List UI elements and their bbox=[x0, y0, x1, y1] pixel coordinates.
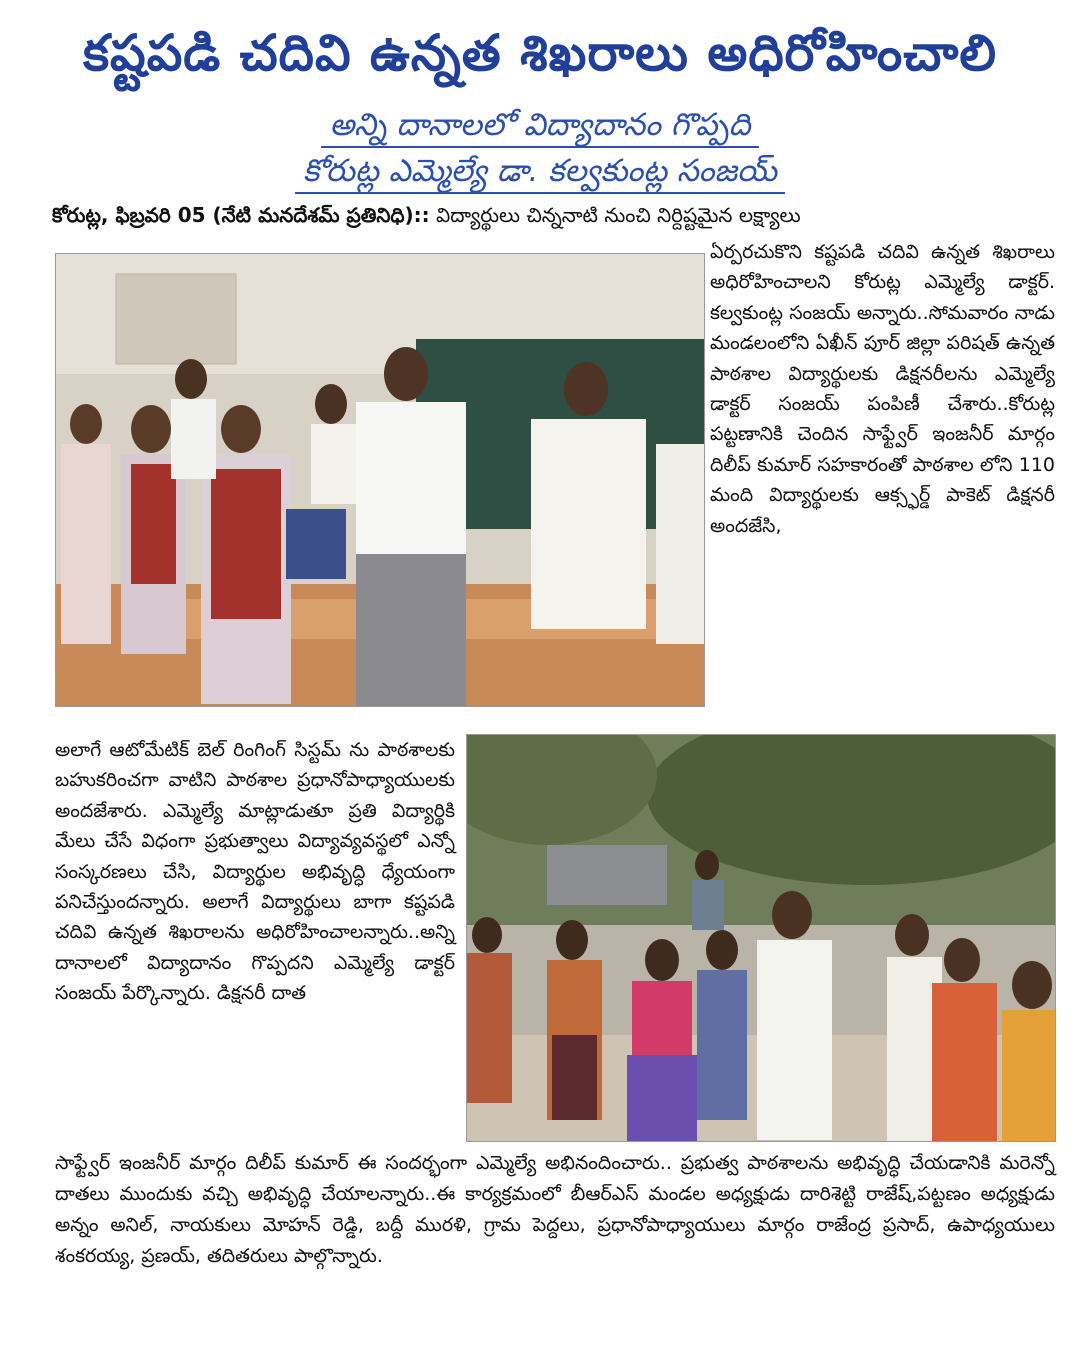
dateline-lead: విద్యార్థులు చిన్ననాటి నుంచి నిర్దిష్టమైన లక్ష్యాలు bbox=[429, 203, 801, 227]
outdoor-event-photo-image bbox=[467, 735, 1055, 1141]
article-paragraph-bottom: సాఫ్ట్వేర్ ఇంజనీర్ మార్గం దిలీప్ కుమార్ ఈ సందర్భంగా ఎమ్మెల్యే అభినందించారు.. ప్రభుత్వ పాఠశాలను అభివృద్ధి చేయడానికి మరెన్నో దాతలు ముందుకు వచ్చి అభివృద్ధి చేయాలన్నారు..ఈ కార్యక్రమంలో బీఆర్ఎస్ మండల అధ్యక్షుడు దారిశెట్టి రాజేష్,పట్టణం అధ్యక్షుడు అన్నం అనిల్, నాయకులు మోహన్ రెడ్డి, బద్దీ మురళి, గ్రామ పెద్దలు, ప్రధానోపాధ్యాయులు మార్గం రాజేంద్ర ప్రసాద్, ఉపాధ్యయులు శంకరయ్య, ప్రణయ్, తదితరులు పాల్గొన్నారు. bbox=[55, 1152, 1055, 1267]
headline: కష్టపడి చదివి ఉన్నత శిఖరాలు అధిరోహించాలి bbox=[82, 24, 998, 82]
article-column-left bbox=[55, 735, 455, 1009]
subheading-1-text: అన్ని దానాలలో విద్యాదానం గొప్పది bbox=[321, 104, 758, 148]
article-paragraph-right: ఏర్పరచుకొని కష్టపడి చదివి ఉన్నత శిఖరాలు అధిరోహించాలని కోరుట్ల ఎమ్మెల్యే డాక్టర్. కల్వకుంట్ల సంజయ్ అన్నారు..సోమవారం నాడు మండలంలోని ఏఖీన్ పూర్ జిల్లా పరిషత్ ఉన్నత పాఠశాల విద్యార్థులకు డిక్షనరీలను ఎమ్మెల్యే డాక్టర్ సంజయ్ పంపిణీ చేశారు..కోరుట్ల పట్టణానికి చెందిన సాఫ్ట్వేర్ ఇంజనీర్ మార్గం దిలీప్ కుమార్ సహకారంతో పాఠశాల లోని 110 మంది విద్యార్థులకు ఆక్స్ఫర్డ్ పాకెట్ డిక్షనరీ అందజేసి, bbox=[710, 241, 1055, 537]
article-paragraph-left: అలాగే ఆటోమేటిక్ బెల్ రింగింగ్ సిస్టమ్ ను పాఠశాలకు బహుకరించగా వాటిని పాఠశాల ప్రధానోపాధ్యాయులకు అందజేశారు. ఎమ్మెల్యే మాట్లాడుతూ ప్రతి విద్యార్థికి మేలు చేసే విధంగా ప్రభుత్వాలు విద్యావ్యవస్థలో ఎన్నో సంస్కరణలు చేసి, విద్యార్థుల అభివృద్ధి ధ్యేయంగా పనిచేస్తుందన్నారు. అలాగే విద్యార్థులు బాగా కష్టపడి చదివి ఉన్నత శిఖరాలను అధిరోహించాలన్నారు..అన్ని దానాలలో విద్యాదానం గొప్పదని ఎమ్మెల్యే డాక్టర్ సంజయ్ పేర్కొన్నారు. డిక్షనరీ దాత bbox=[55, 739, 455, 1005]
dateline bbox=[52, 200, 1052, 230]
subheading-2-text: కోరుట్ల ఎమ్మెల్యే డా. కల్వకుంట్ల సంజయ్ bbox=[295, 150, 785, 194]
outdoor-event-photo bbox=[466, 734, 1056, 1142]
classroom-photo-image bbox=[56, 254, 704, 706]
subheading-2 bbox=[0, 150, 1080, 194]
article-bottom bbox=[55, 1148, 1055, 1272]
dateline-place-date: కోరుట్ల, ఫిబ్రవరి 05 (నేటి మనదేశమ్ ప్రతినిధి):: bbox=[52, 203, 430, 227]
article-column-right bbox=[710, 237, 1055, 541]
classroom-photo bbox=[55, 253, 705, 707]
subheading-1 bbox=[0, 104, 1080, 148]
